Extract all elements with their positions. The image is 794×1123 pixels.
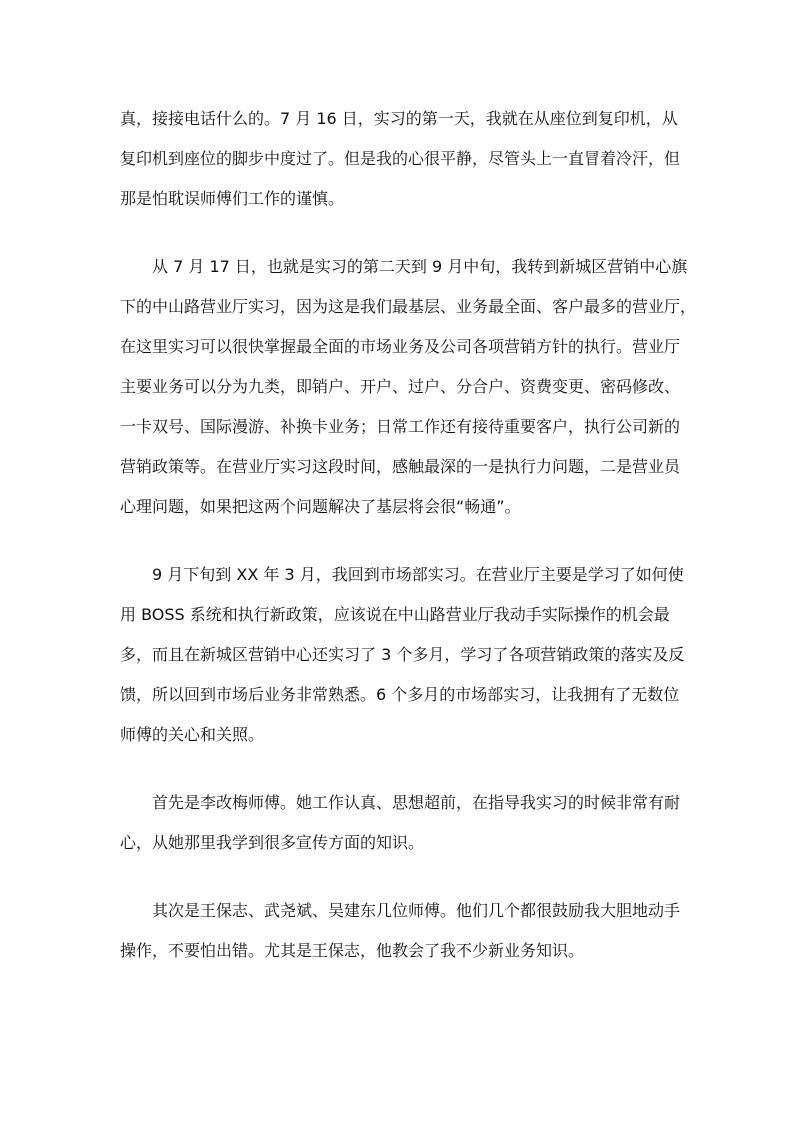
text-line: 一卡双号、国际漫游、补换卡业务；日常工作还有接待重要客户，执行公司新的: [120, 417, 681, 436]
text-line: 心理问题，如果把这两个问题解决了基层将会很“畅通”。: [120, 497, 521, 516]
text-line: 在这里实习可以很快掌握最全面的市场业务及公司各项营销方针的执行。营业厅: [120, 337, 681, 356]
document-body: [120, 99, 697, 971]
text-line: 用 BOSS 系统和执行新政策，应该说在中山路营业厅我动手实际操作的机会最: [120, 605, 670, 624]
text-line: 复印机到座位的脚步中度过了。但是我的心很平静，尽管头上一直冒着冷汗，但: [120, 149, 681, 168]
text-line: 营销政策等。在营业厅实习这段时间，感触最深的一是执行力问题，二是营业员: [120, 457, 681, 476]
text-line: 师傅的关心和关照。: [120, 725, 265, 744]
text-line: 心，从她那里我学到很多宣传方面的知识。: [120, 833, 425, 852]
text-line: 首先是李改梅师傅。她工作认真、思想超前，在指导我实习的时候非常有耐: [152, 793, 681, 812]
paragraph-1: [120, 99, 680, 219]
text-line: 馈，所以回到市场后业务非常熟悉。6 个多月的市场部实习，让我拥有了无数位: [120, 685, 680, 704]
paragraph-2: [120, 247, 697, 527]
text-line: 主要业务可以分为九类，即销户、开户、过户、分合户、资费变更、密码修改、: [120, 377, 681, 396]
paragraph-4: [120, 783, 680, 863]
text-line: 真，接接电话什么的。7 月 16 日，实习的第一天，我就在从座位到复印机，从: [120, 109, 678, 128]
text-line: 多，而且在新城区营销中心还实习了 3 个多月，学习了各项营销政策的落实及反: [120, 645, 685, 664]
text-line: 操作，不要怕出错。尤其是王保志，他教会了我不少新业务知识。: [120, 941, 585, 960]
text-line: 下的中山路营业厅实习，因为这是我们最基层、业务最全面、客户最多的营业厅，: [120, 297, 697, 316]
text-line: 从 7 月 17 日，也就是实习的第二天到 9 月中旬，我转到新城区营销中心旗: [152, 257, 688, 276]
paragraph-5: [120, 891, 680, 971]
text-line: 其次是王保志、武尧斌、吴建东几位师傅。他们几个都很鼓励我大胆地动手: [152, 901, 681, 920]
text-line: 9 月下旬到 XX 年 3 月，我回到市场部实习。在营业厅主要是学习了如何使: [152, 565, 684, 584]
paragraph-3: [120, 555, 685, 755]
text-line: 那是怕耽误师傅们工作的谨慎。: [120, 189, 345, 208]
